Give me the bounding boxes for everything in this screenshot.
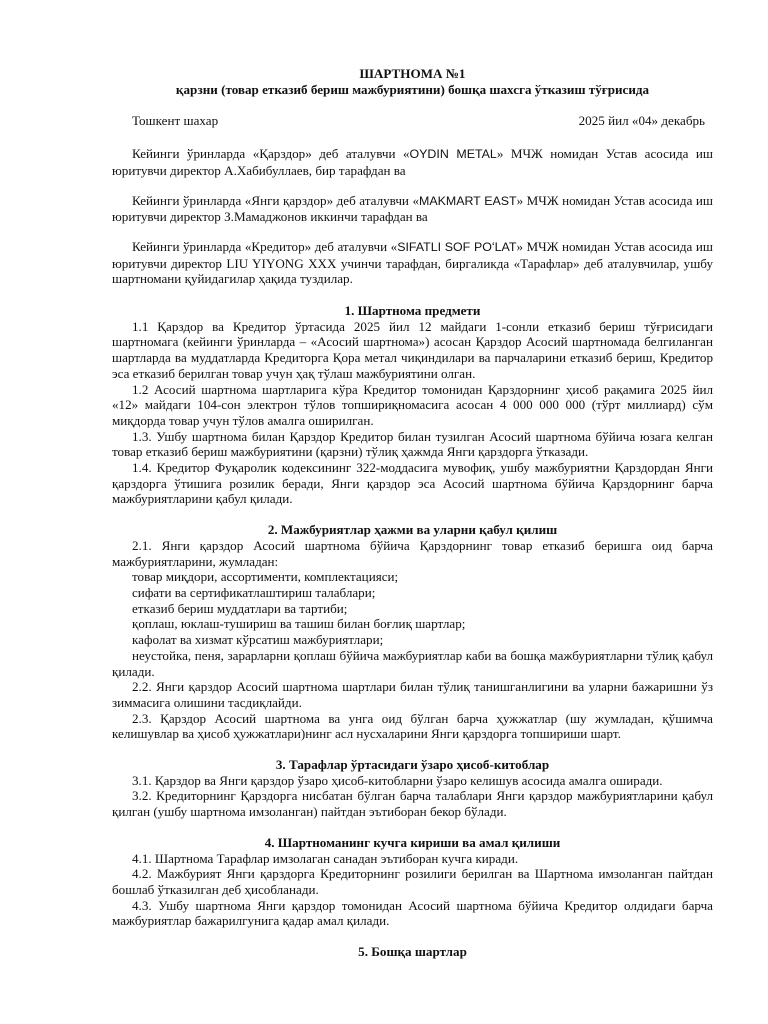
list-item-last: неустойка, пеня, зарарларни қоплаш бўйича мажбуриятлар каби ва бошқа мажбуриятларни тўлиқ қабул қилади. — [112, 647, 713, 679]
clause-1-4: 1.4. Кредитор Фуқаролик кодексининг 322-моддасига мувофиқ, ушбу мажбуриятни Қарздордан Янги қарздорга ўтишига розилик беради, Янги қарздор эса Асосий шартнома бўйича Қарздорнинг барча мажбуриятларини қабул қилади. — [112, 460, 713, 507]
city: Тошкент шахар — [132, 113, 219, 129]
list-item: товар миқдори, ассортименти, комплектацияси; — [132, 569, 399, 585]
list-item: етказиб бериш муддатлари ва тартиби; — [132, 600, 348, 616]
clause-1-2: 1.2 Асосий шартнома шартларига кўра Кредитор томонидан Қарздорнинг ҳисоб рақамига 2025 йил «12» майдаги 104-сон элeктрон тўлов топшириқномасига асосан 4 000 000 000 (тўрт миллиард) сўм миқдорда товар учун тўлов амалга оширилган. — [112, 381, 713, 428]
section-1-title: 1. Шартнома предмети — [344, 303, 481, 319]
list-item: кафолат ва хизмат кўрсатиш мажбуриятлари; — [132, 632, 384, 648]
preamble-new-debtor: Кейинги ўринларда «Янги қарздор» деб аталувчи «MAKMART EAST» МЧЖ номидан Устав асосида иш юритувчи директор З.Мамаджонов иккинчи тарафдан ва — [112, 192, 714, 225]
clause-1-1: 1.1 Қарздор ва Кредитор ўртасида 2025 йил 12 майдаги 1-сонли етказиб бериш тўғрисидаги шартномага (кейинги ўринларда – «Асосий шартнома») асосан Қарздор Асосий шартномада белгиланган шартларда ва муддатларда Кредиторга Қора метал чиқиндилари ва парчаларини етказиб бериш, Кредитор эса етказиб берилган товар учун ҳақ тўлаш мажбуриятини олган. — [112, 318, 713, 381]
clause-2-1: 2.1. Янги қарздор Асосий шартнома бўйича Қарздорнинг товар етказиб беришга оид барча мажбуриятларини, жумладан: — [112, 537, 713, 569]
section-3-title: 3. Тарафлар ўртасидаги ўзаро ҳисоб-китоблар — [275, 757, 550, 773]
contract-date: 2025 йил «04» декабрь — [578, 113, 705, 129]
preamble-creditor: Кейинги ўринларда «Кредитор» деб аталувчи «SIFATLI SOF POʻLAT» МЧЖ номидан Устав асосида иш юритувчи директор LIU YIYONG ХХХ учинчи тарафдан, биргаликда «Тарафлар» деб аталувчилар, ушбу шартномани қуйидагилар ҳақида туздилар. — [112, 238, 714, 287]
clause-4-1: 4.1. Шартнома Тарафлар имзолаган санадан эътиборан кучга киради. — [132, 850, 519, 866]
clause-1-3: 1.3. Ушбу шартнома билан Қарздор Кредитор билан тузилган Асосий шартнома бўйича юзага келган товар етказиб бериш мажбуриятини (қарзни) тўлиқ ҳажмда Янги қарздорга ўтказади. — [112, 428, 713, 460]
clause-2-2: 2.2. Янги қарздор Асосий шартнома шартлари билан тўлиқ танишганлигини ва уларни бажаришни ўз зиммасига олишини тасдиқлайди. — [112, 679, 713, 710]
company-name: MAKMART EAST — [419, 193, 517, 208]
document-title: ШАРТНОМА №1 — [359, 66, 466, 81]
company-name: SIFATLI SOF POʻLAT — [397, 239, 517, 254]
preamble-debtor: Кейинги ўринларда «Қарздор» деб аталувчи «OYDIN METAL» МЧЖ номидан Устав асосида иш юритувчи директор А.Хабибуллаев, бир тарафдан ва — [112, 146, 714, 178]
place-date-row — [112, 113, 713, 129]
clause-3-2: 3.2. Кредиторнинг Қарздорга нисбатан бўлган барча талаблари Янги қарздор мажбуриятларини қабул қилган (ушбу шартнома имзоланган) пайтдан эътиборан бекор бўлади. — [112, 788, 713, 820]
section-4-title: 4. Шартноманинг кучга кириши ва амал қилиши — [264, 834, 561, 850]
list-item: сифати ва сертификатлаштириш талаблари; — [132, 584, 376, 600]
section-5-title: 5. Бошқа шартлар — [358, 944, 467, 960]
clause-3-1: 3.1. Қарздор ва Янги қарздор ўзаро ҳисоб-китобларни ўзаро келишув асосида амалга оширади. — [132, 772, 663, 788]
clause-2-3: 2.3. Қарздор Асосий шартнома ва унга оид бўлган барча ҳужжатлар (шу жумладан, қўшимча келишувлар ва ҳисоб ҳужжатлари)нинг асл нусхаларини Янги қарздорга топшириши шарт. — [112, 710, 713, 742]
clause-4-3: 4.3. Ушбу шартнома Янги қарздор томонидан Асосий шартнома бўйича Кредитор олдидаги барча мажбуриятлар бажарилгунига қадар амал қилади. — [112, 897, 713, 929]
list-item: қоплаш, юклаш-тушириш ва ташиш билан боғлиқ шартлар; — [132, 616, 466, 632]
document-subtitle: қарзни (товар етказиб бериш мажбуриятини) бошқа шахсга ўтказиш тўғрисида — [175, 81, 650, 97]
company-name: OYDIN METAL — [409, 147, 497, 162]
section-2-title: 2. Мажбуриятлар ҳажми ва уларни қабул қилиш — [267, 522, 558, 538]
clause-4-2: 4.2. Мажбурият Янги қарздорга Кредиторнинг розилиги берилган ва Шартнома имзоланган пайтдан бошлаб ўтказилган деб ҳисобланади. — [112, 866, 713, 897]
